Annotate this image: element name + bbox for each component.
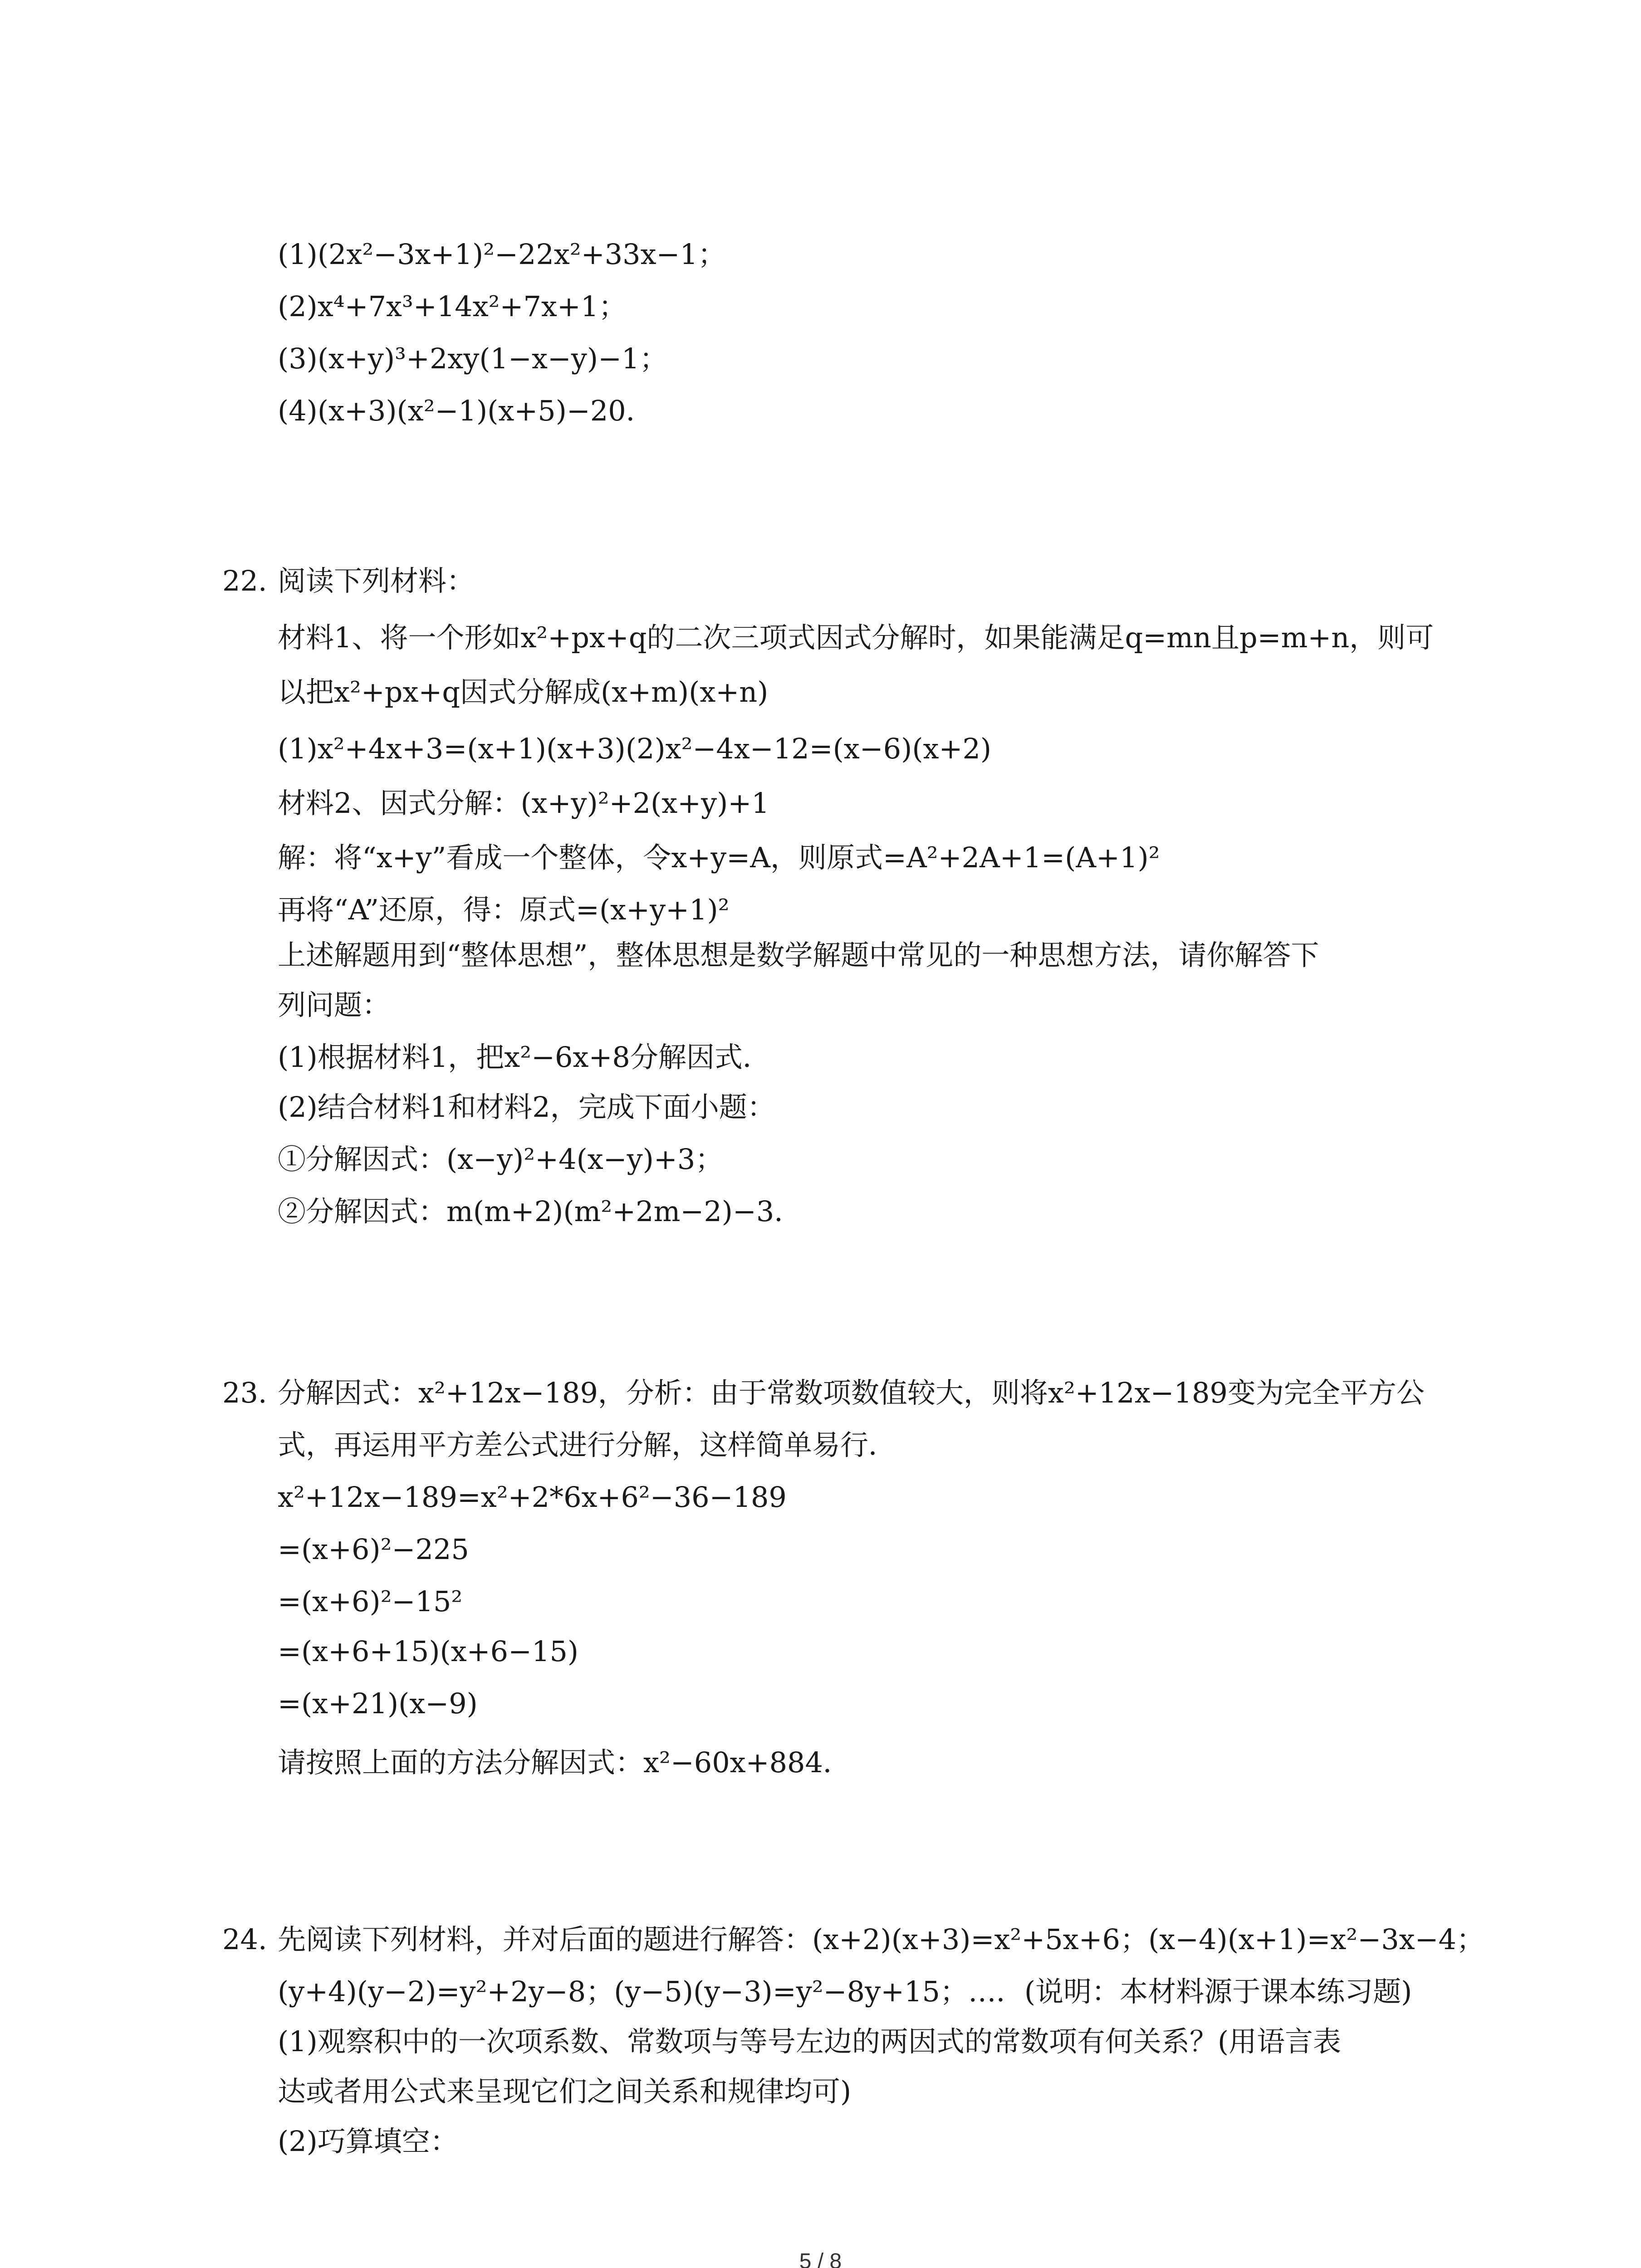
- q21-line: (4)(x+3)(x²−1)(x+5)−20．: [278, 394, 654, 427]
- q22-line: ①分解因式：(x−y)²+4(x−y)+3；: [278, 1143, 724, 1176]
- question-stem: 先阅读下列材料，并对后面的题进行解答：(x+2)(x+3)=x²+5x+6；(x−4)(x+1)=x²−3x−4；: [278, 1923, 1485, 1956]
- q24-line: (2)巧算填空：: [278, 2125, 458, 2158]
- q22-line: (1)x²+4x+3=(x+1)(x+3)(2)x²−4x−12=(x−6)(x+2): [278, 732, 992, 765]
- q22-line: 列问题：: [278, 988, 391, 1022]
- q22-line: 以把x²+px+q因式分解成(x+m)(x+n): [278, 675, 769, 709]
- q22-line: 材料1、将一个形如x²+px+q的二次三项式因式分解时，如果能满足q=mn且p=m+n，则可: [278, 621, 1434, 654]
- q23-line: 请按照上面的方法分解因式：x²−60x+884．: [278, 1746, 851, 1779]
- q24-line: (1)观察积中的一次项系数、常数项与等号左边的两因式的常数项有何关系？(用语言表: [278, 2025, 1342, 2058]
- q23-line: =(x+6+15)(x+6−15): [278, 1635, 579, 1668]
- q21-line: (2)x⁴+7x³+14x²+7x+1；: [278, 290, 627, 323]
- question-number: 22.: [222, 564, 267, 597]
- q21-line: (3)(x+y)³+2xy(1−x−y)−1；: [278, 342, 668, 375]
- q23-line: 式，再运用平方差公式进行分解，这样简单易行．: [278, 1428, 897, 1461]
- page-number: 5 / 8: [799, 2249, 842, 2268]
- question-number: 23.: [222, 1376, 267, 1409]
- q22-line: 解：将“x+y”看成一个整体，令x+y=A，则原式=A²+2A+1=(A+1)²: [278, 841, 1160, 874]
- question-number: 24.: [222, 1923, 267, 1956]
- q22-line: 上述解题用到“整体思想”，整体思想是数学解题中常见的一种思想方法，请你解答下: [278, 938, 1319, 972]
- q24-line: 达或者用公式来呈现它们之间关系和规律均可): [278, 2075, 852, 2108]
- question-stem: 分解因式：x²+12x−189，分析：由于常数项数值较大，则将x²+12x−189变为完全平方公: [278, 1376, 1425, 1409]
- q22-line: (2)结合材料1和材料2，完成下面小题：: [278, 1090, 775, 1124]
- q23-line: =(x+21)(x−9): [278, 1687, 478, 1720]
- q22-line: ②分解因式：m(m+2)(m²+2m−2)−3．: [278, 1195, 803, 1228]
- q23-line: =(x+6)²−15²: [278, 1585, 463, 1618]
- q22-line: (1)根据材料1，把x²−6x+8分解因式．: [278, 1041, 771, 1074]
- q22-line: 再将“A”还原，得：原式=(x+y+1)²: [278, 893, 730, 926]
- q23-line: x²+12x−189=x²+2*6x+6²−36−189: [278, 1481, 787, 1514]
- question-stem: 阅读下列材料：: [278, 564, 475, 597]
- q24-line: (y+4)(y−2)=y²+2y−8；(y−5)(y−3)=y²−8y+15；…．(说明：本材料源于课本练习题): [278, 1975, 1412, 2008]
- q22-line: 材料2、因式分解：(x+y)²+2(x+y)+1: [278, 787, 769, 820]
- q23-line: =(x+6)²−225: [278, 1533, 469, 1566]
- q21-line: (1)(2x²−3x+1)²−22x²+33x−1；: [278, 238, 726, 271]
